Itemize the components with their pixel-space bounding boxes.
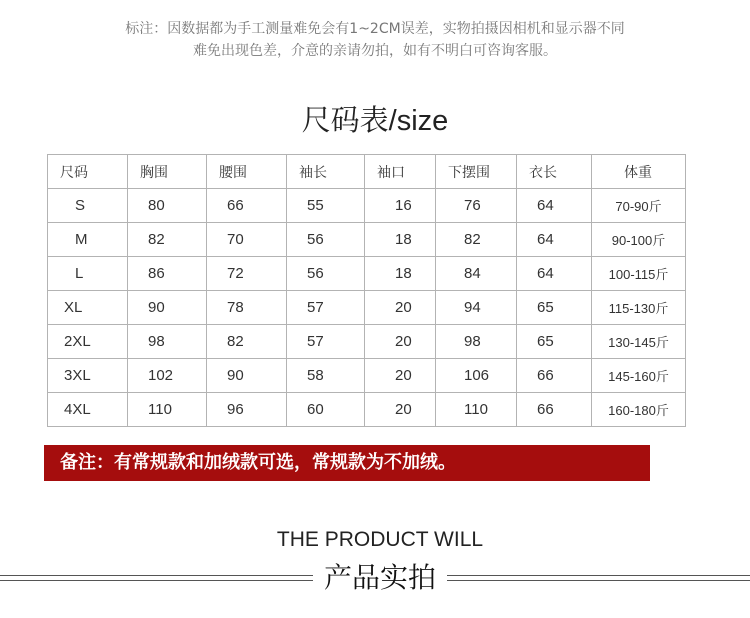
- table-row: [48, 393, 686, 427]
- table-cell: 94: [436, 291, 517, 325]
- table-cell: 110: [128, 393, 207, 427]
- table-cell: 90-100斤: [592, 223, 686, 257]
- table-cell: 60: [287, 393, 365, 427]
- table-cell: 65: [517, 291, 592, 325]
- table-cell: 20: [365, 291, 436, 325]
- table-header-cell: 下摆围: [436, 155, 517, 189]
- size-table: [47, 154, 686, 427]
- section-english-title: THE PRODUCT WILL: [276, 528, 484, 551]
- size-label-cell: L: [48, 257, 128, 291]
- table-cell: 58: [287, 359, 365, 393]
- measurement-notice: [0, 18, 750, 62]
- table-header-cell: 衣长: [517, 155, 592, 189]
- table-header-cell: 体重: [592, 155, 686, 189]
- table-cell: 130-145斤: [592, 325, 686, 359]
- table-cell: 100-115斤: [592, 257, 686, 291]
- size-chart-title: 尺码表/size: [301, 105, 449, 137]
- table-row: [48, 291, 686, 325]
- table-cell: 20: [365, 325, 436, 359]
- table-header-cell: 腰围: [207, 155, 287, 189]
- table-header-cell: 袖长: [287, 155, 365, 189]
- table-header-row: [48, 155, 686, 189]
- notice-line-1: 标注：因数据都为手工测量难免会有1~2CM误差，实物拍摄因相机和显示器不同: [125, 21, 625, 37]
- table-cell: 90: [128, 291, 207, 325]
- divider-right-top: [447, 575, 750, 576]
- size-label-cell: M: [48, 223, 128, 257]
- table-cell: 65: [517, 325, 592, 359]
- table-cell: 84: [436, 257, 517, 291]
- table-cell: 110: [436, 393, 517, 427]
- table-cell: 98: [436, 325, 517, 359]
- table-cell: 64: [517, 189, 592, 223]
- size-label-cell: XL: [48, 291, 128, 325]
- size-label-cell: 3XL: [48, 359, 128, 393]
- table-cell: 102: [128, 359, 207, 393]
- table-cell: 64: [517, 257, 592, 291]
- table-cell: 115-130斤: [592, 291, 686, 325]
- table-cell: 20: [365, 359, 436, 393]
- table-cell: 16: [365, 189, 436, 223]
- table-header-cell: 胸围: [128, 155, 207, 189]
- table-row: [48, 223, 686, 257]
- table-cell: 80: [128, 189, 207, 223]
- table-row: [48, 189, 686, 223]
- table-cell: 66: [517, 359, 592, 393]
- table-cell: 106: [436, 359, 517, 393]
- table-cell: 145-160斤: [592, 359, 686, 393]
- table-cell: 82: [207, 325, 287, 359]
- table-cell: 70-90斤: [592, 189, 686, 223]
- table-row: [48, 257, 686, 291]
- notice-line-2: 难免出现色差，介意的亲请勿拍，如有不明白可咨询客服。: [193, 43, 557, 59]
- table-cell: 76: [436, 189, 517, 223]
- table-cell: 78: [207, 291, 287, 325]
- table-cell: 90: [207, 359, 287, 393]
- divider-right-bottom: [447, 580, 750, 581]
- size-label-cell: S: [48, 189, 128, 223]
- table-cell: 70: [207, 223, 287, 257]
- table-cell: 57: [287, 291, 365, 325]
- remark-banner: 备注：有常规款和加绒款可选，常规款为不加绒。: [44, 445, 650, 481]
- table-cell: 57: [287, 325, 365, 359]
- table-cell: 82: [128, 223, 207, 257]
- table-cell: 82: [436, 223, 517, 257]
- table-cell: 66: [517, 393, 592, 427]
- table-header-cell: 袖口: [365, 155, 436, 189]
- table-cell: 96: [207, 393, 287, 427]
- table-cell: 18: [365, 257, 436, 291]
- section-chinese-title: 产品实拍: [323, 561, 436, 594]
- size-label-cell: 2XL: [48, 325, 128, 359]
- table-cell: 56: [287, 257, 365, 291]
- table-cell: 66: [207, 189, 287, 223]
- table-cell: 56: [287, 223, 365, 257]
- table-cell: 72: [207, 257, 287, 291]
- table-cell: 18: [365, 223, 436, 257]
- table-cell: 160-180斤: [592, 393, 686, 427]
- size-label-cell: 4XL: [48, 393, 128, 427]
- table-cell: 86: [128, 257, 207, 291]
- table-row: [48, 359, 686, 393]
- table-cell: 64: [517, 223, 592, 257]
- table-cell: 20: [365, 393, 436, 427]
- table-row: [48, 325, 686, 359]
- table-cell: 55: [287, 189, 365, 223]
- table-cell: 98: [128, 325, 207, 359]
- table-header-cell: 尺码: [48, 155, 128, 189]
